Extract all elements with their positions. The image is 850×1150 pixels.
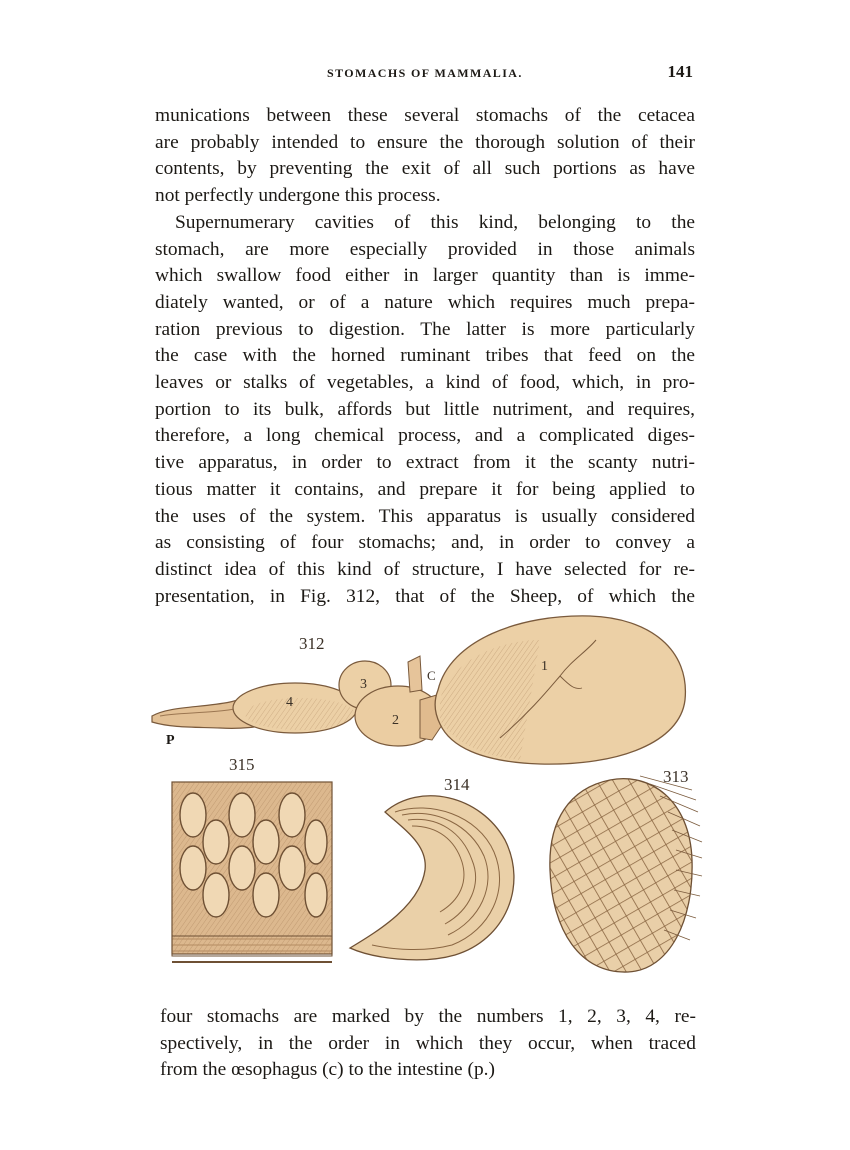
oesophagus-label: C (427, 668, 436, 683)
oesophagus (408, 656, 422, 692)
text-line: tious matter it contains, and prepare it for being applied to (155, 478, 695, 500)
figure-313 (550, 767, 702, 972)
text-line: from the œsophagus (c) to the intestine (p.) (160, 1059, 495, 1081)
stomach-2-label: 2 (392, 713, 399, 728)
figure-313-number: 313 (663, 767, 689, 786)
figure-312 (152, 616, 685, 764)
text-line: are probably intended to ensure the thorough solution of their (155, 131, 695, 153)
text-line: spectively, in the order in which they occur, when traced (160, 1032, 696, 1054)
text-line: as consisting of four stomachs; and, in order to convey a (155, 532, 695, 554)
text-line: therefore, a long chemical process, and a complicated diges- (155, 425, 695, 447)
text-line: ration previous to digestion. The latter is more particularly (155, 318, 695, 340)
figure-314 (350, 775, 514, 960)
text-line: portion to its bulk, affords but little nutriment, and requires, (155, 398, 695, 420)
text-line: tive apparatus, in order to extract from it the scanty nutri- (155, 452, 695, 474)
text-line: four stomachs are marked by the numbers 1, 2, 3, 4, re- (160, 1006, 696, 1027)
text-line: distinct idea of this kind of structure, I have selected for re- (155, 558, 695, 580)
paragraph-3 (160, 1004, 696, 1084)
text-line: the uses of the system. This apparatus is usually considered (155, 505, 695, 527)
figure-315-number: 315 (229, 755, 255, 774)
text-line: Supernumerary cavities of this kind, belonging to the (175, 211, 695, 233)
text-line: diately wanted, or of a nature which requires much prepa- (155, 291, 695, 313)
text-line: leaves or stalks of vegetables, a kind of food, which, in pro- (155, 372, 695, 394)
text-line: contents, by preventing the exit of all such portions as have (155, 158, 695, 180)
text-line: which swallow food either in larger quantity than is imme- (155, 265, 695, 287)
text-line: presentation, in Fig. 312, that of the Sheep, of which the (155, 585, 695, 607)
text-line: not perfectly undergone this process. (155, 185, 441, 207)
page-number: 141 (667, 62, 693, 81)
intestine-label: P (166, 733, 175, 748)
figure-315 (172, 755, 332, 962)
figure-314-number: 314 (444, 775, 470, 794)
text-line: stomach, are more especially provided in those animals (155, 238, 695, 260)
text-line: the case with the horned ruminant tribes that feed on the (155, 345, 695, 367)
stomach-3-label: 3 (360, 677, 367, 692)
running-title: STOMACHS OF MAMMALIA. (327, 66, 523, 80)
figure-312-number: 312 (299, 634, 325, 653)
stomach-4-label: 4 (286, 695, 293, 710)
stomach-1-label: 1 (541, 659, 548, 674)
text-line: munications between these several stomachs of the cetacea (155, 105, 695, 126)
bottom-text (160, 1004, 696, 1084)
